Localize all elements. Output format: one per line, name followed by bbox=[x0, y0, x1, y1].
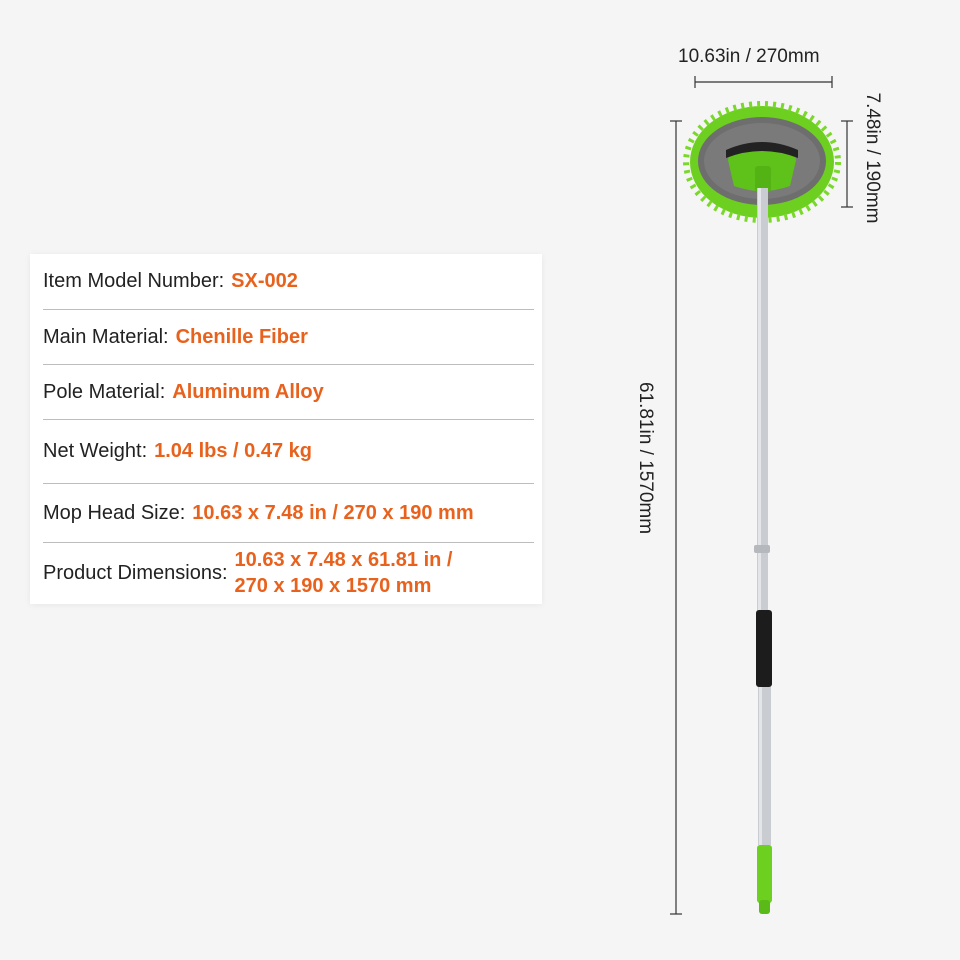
spec-label: Product Dimensions: bbox=[43, 561, 228, 584]
length-dimension-label: 61.81in / 1570mm bbox=[635, 381, 656, 535]
length-dimension-line bbox=[670, 121, 682, 914]
height-dimension-label: 7.48in / 190mm bbox=[862, 92, 883, 224]
spec-value: Aluminum Alloy bbox=[172, 380, 324, 403]
spec-label: Item Model Number: bbox=[43, 270, 225, 292]
spec-label: Main Material: bbox=[43, 325, 169, 348]
spec-value: Chenille Fiber bbox=[175, 325, 308, 348]
spec-label: Pole Material: bbox=[43, 380, 166, 403]
spec-value: SX-002 bbox=[231, 270, 298, 292]
width-dimension-label: 10.63in / 270mm bbox=[678, 46, 820, 67]
pole-end-cap bbox=[757, 845, 772, 903]
spec-value: 10.63 x 7.48 in / 270 x 190 mm bbox=[192, 501, 474, 524]
spec-label: Mop Head Size: bbox=[43, 501, 186, 524]
spec-value-line: 270 x 190 x 1570 mm bbox=[234, 575, 432, 597]
height-dimension-line bbox=[841, 121, 853, 207]
width-dimension-line bbox=[695, 76, 832, 88]
spec-label: Net Weight: bbox=[43, 440, 148, 462]
spec-value: 1.04 lbs / 0.47 kg bbox=[154, 440, 312, 462]
spec-value-line: 10.63 x 7.48 x 61.81 in / bbox=[234, 549, 453, 571]
pole-grip bbox=[756, 610, 772, 687]
